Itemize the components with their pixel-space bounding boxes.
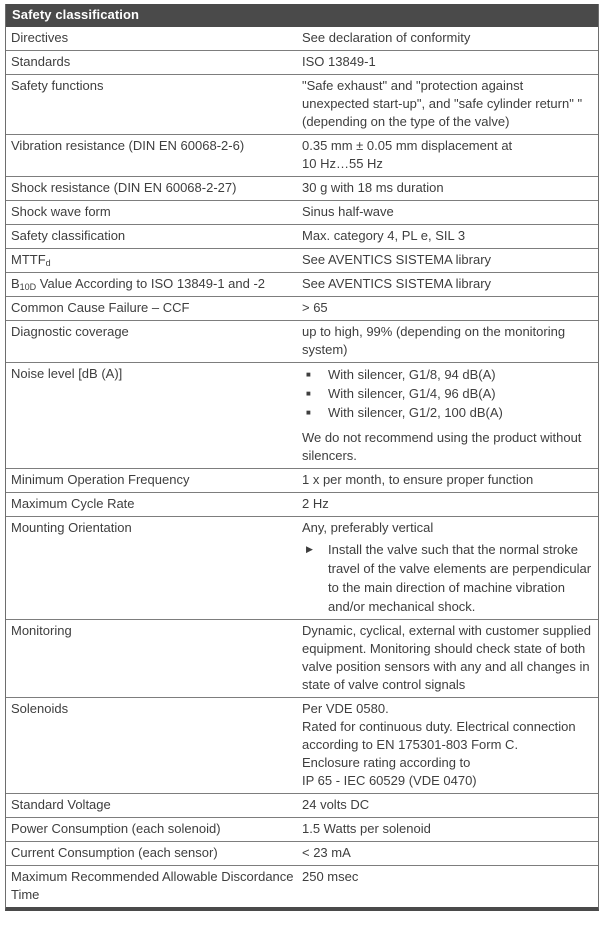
- table-row: [6, 841, 598, 865]
- label-text: MTTF: [11, 252, 46, 267]
- table-row: [6, 492, 598, 516]
- row-value: [302, 203, 598, 221]
- label-text: Safety functions: [11, 78, 104, 93]
- label-text: Noise level [dB (A)]: [11, 366, 123, 381]
- value-text: 2 Hz: [302, 496, 329, 511]
- label-text: Current Consumption (each sensor): [11, 845, 218, 860]
- value-text: See declaration of conformity: [302, 30, 471, 45]
- label-text: Monitoring: [11, 623, 72, 638]
- table-row: [6, 74, 598, 134]
- row-value: [302, 495, 598, 513]
- label-subscript: 10D: [19, 282, 37, 292]
- row-label: [6, 820, 302, 838]
- row-label: [6, 137, 302, 173]
- table-row: [6, 516, 598, 619]
- value-text: 1 x per month, to ensure proper function: [302, 472, 534, 487]
- table-row: [6, 50, 598, 74]
- row-label: [6, 203, 302, 221]
- row-label: [6, 796, 302, 814]
- table-row: [6, 296, 598, 320]
- row-label: [6, 519, 302, 616]
- row-value: [302, 77, 598, 131]
- row-label: [6, 77, 302, 131]
- value-text: up to high, 99% (depending on the monitoring system): [302, 324, 566, 357]
- label-text: Vibration resistance (DIN EN 60068-2-6): [11, 138, 245, 153]
- row-value: [302, 820, 598, 838]
- table-row: [6, 27, 598, 50]
- table-row: [6, 865, 598, 907]
- table-row: [6, 200, 598, 224]
- row-label: [6, 299, 302, 317]
- value-text: 0.35 mm ± 0.05 mm displacement at: [302, 138, 513, 153]
- label-text: Directives: [11, 30, 69, 45]
- row-value: [302, 365, 598, 465]
- label-text: Common Cause Failure – CCF: [11, 300, 190, 315]
- row-value: [302, 299, 598, 317]
- bullet-item-text: With silencer, G1/4, 96 dB(A): [328, 386, 496, 401]
- row-label: [6, 323, 302, 359]
- value-text: 24 volts DC: [302, 797, 370, 812]
- value-text: We do not recommend using the product without silencers.: [302, 430, 582, 463]
- row-label: [6, 29, 302, 47]
- label-text: Maximum Cycle Rate: [11, 496, 135, 511]
- value-text: Max. category 4, PL e, SIL 3: [302, 228, 466, 243]
- label-text: Maximum Recommended Allowable Discordance Time: [11, 869, 294, 902]
- row-label: [6, 251, 302, 269]
- table-row: [6, 176, 598, 200]
- table-row: [6, 362, 598, 468]
- label-text: Solenoids: [11, 701, 69, 716]
- row-label: [6, 700, 302, 790]
- table-row: [6, 468, 598, 492]
- value-text: Any, preferably vertical: [302, 520, 434, 535]
- row-label: [6, 227, 302, 245]
- value-text: 250 msec: [302, 869, 359, 884]
- label-text: Minimum Operation Frequency: [11, 472, 190, 487]
- row-label: [6, 868, 302, 904]
- table-row: [6, 320, 598, 362]
- value-text: "Safe exhaust" and "protection against unexpected start-up", and "safe cylinder return" "(depending on the type of the valve): [302, 78, 583, 129]
- arrow-bullet-icon: ▶: [306, 544, 313, 554]
- value-text: Dynamic, cyclical, external with customer supplied equipment. Monitoring should check state of both valve position sensors with any and all changes in state of valve control signals: [302, 623, 591, 692]
- value-text: Per VDE 0580.: [302, 701, 389, 716]
- table-row: [6, 817, 598, 841]
- safety-classification-table: [5, 4, 599, 911]
- row-label: [6, 53, 302, 71]
- table-row: [6, 134, 598, 176]
- value-text: See AVENTICS SISTEMA library: [302, 276, 492, 291]
- label-text: Diagnostic coverage: [11, 324, 129, 339]
- row-label: [6, 844, 302, 862]
- label-text: Standard Voltage: [11, 797, 111, 812]
- value-text: > 65: [302, 300, 328, 315]
- table-row: [6, 793, 598, 817]
- label-text: Safety classification: [11, 228, 126, 243]
- bullet-item-text: With silencer, G1/8, 94 dB(A): [328, 367, 496, 382]
- table-row: [6, 224, 598, 248]
- bullet-item-text: With silencer, G1/2, 100 dB(A): [328, 405, 503, 420]
- label-text: Value According to ISO 13849-1 and -2: [36, 276, 266, 291]
- label-text: B: [11, 276, 20, 291]
- square-bullet-icon: ■: [306, 389, 311, 398]
- value-text: Sinus half-wave: [302, 204, 394, 219]
- value-text: 30 g with 18 ms duration: [302, 180, 444, 195]
- table-row: [6, 697, 598, 793]
- row-value: [302, 868, 598, 904]
- value-text: See AVENTICS SISTEMA library: [302, 252, 492, 267]
- value-bullet: [302, 403, 592, 422]
- table-row: [6, 248, 598, 272]
- row-label: [6, 365, 302, 465]
- label-text: Standards: [11, 54, 71, 69]
- table-body: [6, 27, 598, 907]
- row-value: [302, 137, 598, 173]
- square-bullet-icon: ■: [306, 370, 311, 379]
- bullet-item-text: Install the valve such that the normal stroke travel of the valve elements are perpendicular to the main direction of machine vibration and/or mechanical shock.: [328, 542, 592, 614]
- row-value: [302, 796, 598, 814]
- value-text: < 23 mA: [302, 845, 351, 860]
- row-label: [6, 495, 302, 513]
- row-value: [302, 844, 598, 862]
- row-label: [6, 622, 302, 694]
- square-bullet-icon: ■: [306, 408, 311, 417]
- value-text: Enclosure rating according to: [302, 755, 471, 770]
- row-value: [302, 323, 598, 359]
- row-label: [6, 275, 302, 293]
- row-value: [302, 53, 598, 71]
- value-bullet: [302, 384, 592, 403]
- row-value: [302, 622, 598, 694]
- value-text: 10 Hz…55 Hz: [302, 156, 383, 171]
- row-value: [302, 519, 598, 616]
- row-value: [302, 471, 598, 489]
- label-text: Shock resistance (DIN EN 60068-2-27): [11, 180, 237, 195]
- table-row: [6, 272, 598, 296]
- row-label: [6, 179, 302, 197]
- value-text: 1.5 Watts per solenoid: [302, 821, 431, 836]
- row-value: [302, 29, 598, 47]
- row-value: [302, 700, 598, 790]
- value-text: Rated for continuous duty. Electrical connection according to EN 175301-803 Form C.: [302, 719, 576, 752]
- label-text: Power Consumption (each solenoid): [11, 821, 221, 836]
- value-text: ISO 13849-1: [302, 54, 376, 69]
- row-value: [302, 179, 598, 197]
- value-arrow: [302, 540, 592, 616]
- value-bullet: [302, 365, 592, 384]
- row-value: [302, 227, 598, 245]
- row-value: [302, 251, 598, 269]
- table-title: Safety classification: [6, 4, 598, 27]
- label-subscript: d: [45, 258, 51, 268]
- row-value: [302, 275, 598, 293]
- label-text: Mounting Orientation: [11, 520, 132, 535]
- row-label: [6, 471, 302, 489]
- label-text: Shock wave form: [11, 204, 111, 219]
- value-text: IP 65 - IEC 60529 (VDE 0470): [302, 773, 477, 788]
- table-row: [6, 619, 598, 697]
